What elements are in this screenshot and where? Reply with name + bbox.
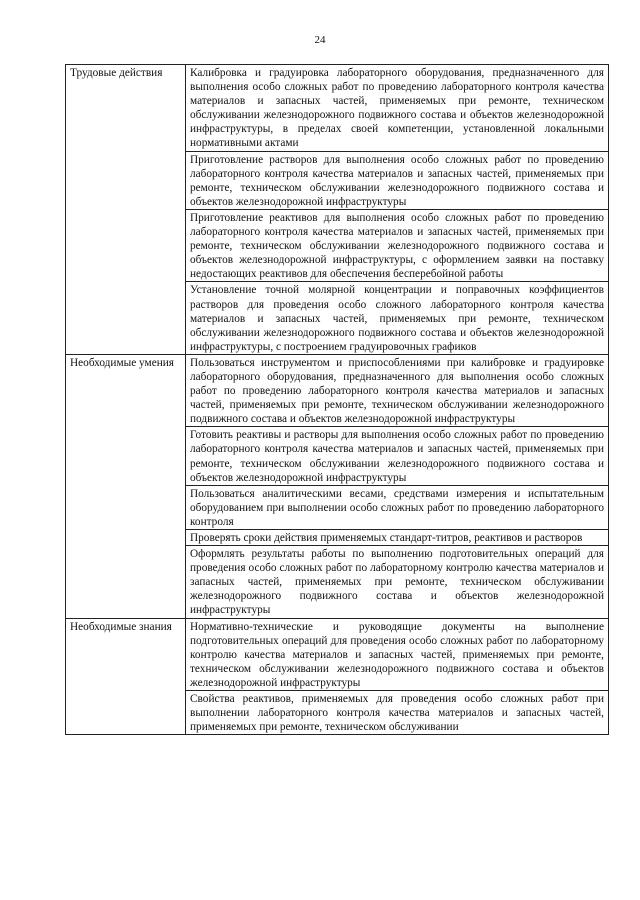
table-cell: Установление точной молярной концентрации и поправочных коэффициентов растворов для проведения особо сложного лабораторного контроля качества материалов и запасных частей, применяемых при ремонте, техническом обслуживании железнодорожного подвижного состава и объектов железнодорожной инфраструктуры, с построением градуировочных графиков (186, 282, 609, 354)
table-cell: Пользоваться инструментом и приспособлениями при калибровке и градуировке лабораторного оборудования, предназначенного для выполнения особо сложных работ по проведению лабораторного контроля качества материалов и запасных частей, применяемых при ремонте, техническом обслуживании железнодорожного подвижного состава и объектов железнодорожной инфраструктуры (186, 354, 609, 426)
table-row (66, 354, 609, 426)
table-cell: Нормативно-технические и руководящие документы на выполнение подготовительных операций для проведения особо сложных работ по лабораторному контролю качества материалов и запасных частей, применяемых при ремонте, техническом обслуживании железнодорожного подвижного состава и объектов железнодорожной инфраструктуры (186, 618, 609, 690)
row-label-labor-actions: Трудовые действия (66, 65, 186, 355)
table-cell: Оформлять результаты работы по выполнению подготовительных операций для проведения особо сложных работ по лабораторному контролю качества материалов и запасных частей, применяемых при ремонте, техническом обслуживании железнодорожного подвижного состава и объектов железнодорожной инфраструктуры (186, 546, 609, 618)
table-cell: Свойства реактивов, применяемых для проведения особо сложных работ при выполнении лабораторного контроля качества материалов и запасных частей, применяемых при ремонте, техническом обслуживании (186, 691, 609, 735)
table-cell: Калибровка и градуировка лабораторного оборудования, предназначенного для выполнения особо сложных работ по проведению лабораторного контроля качества материалов и запасных частей, применяемых при ремонте, техническом обслуживании железнодорожного подвижного состава и объектов железнодорожной инфраструктуры, в пределах своей компетенции, установленной локальными нормативными актами (186, 65, 609, 152)
table-row (66, 65, 609, 152)
competency-table (65, 64, 609, 735)
table-cell: Пользоваться аналитическими весами, средствами измерения и испытательным оборудованием при выполнении особо сложных работ по проведению лабораторного контроля (186, 485, 609, 529)
page-number: 24 (314, 34, 326, 46)
table-cell: Готовить реактивы и растворы для выполнения особо сложных работ по проведению лабораторного контроля качества материалов и запасных частей, применяемых при ремонте, техническом обслуживании железнодорожного подвижного состава и объектов железнодорожной инфраструктуры (186, 427, 609, 485)
table-cell: Проверять сроки действия применяемых стандарт-титров, реактивов и растворов (186, 530, 609, 546)
table-cell: Приготовление реактивов для выполнения особо сложных работ по проведению лабораторного контроля качества материалов и запасных частей, применяемых при ремонте, техническом обслуживании железнодорожного подвижного состава и объектов железнодорожной инфраструктуры, с оформлением заявки на поставку недостающих реактивов для обеспечения бесперебойной работы (186, 209, 609, 281)
row-label-required-knowledge: Необходимые знания (66, 618, 186, 735)
table-row (66, 618, 609, 690)
table-cell: Приготовление растворов для выполнения особо сложных работ по проведению лабораторного контроля качества материалов и запасных частей, применяемых при ремонте, техническом обслуживании железнодорожного подвижного состава и объектов железнодорожной инфраструктуры (186, 151, 609, 209)
row-label-required-skills: Необходимые умения (66, 354, 186, 618)
